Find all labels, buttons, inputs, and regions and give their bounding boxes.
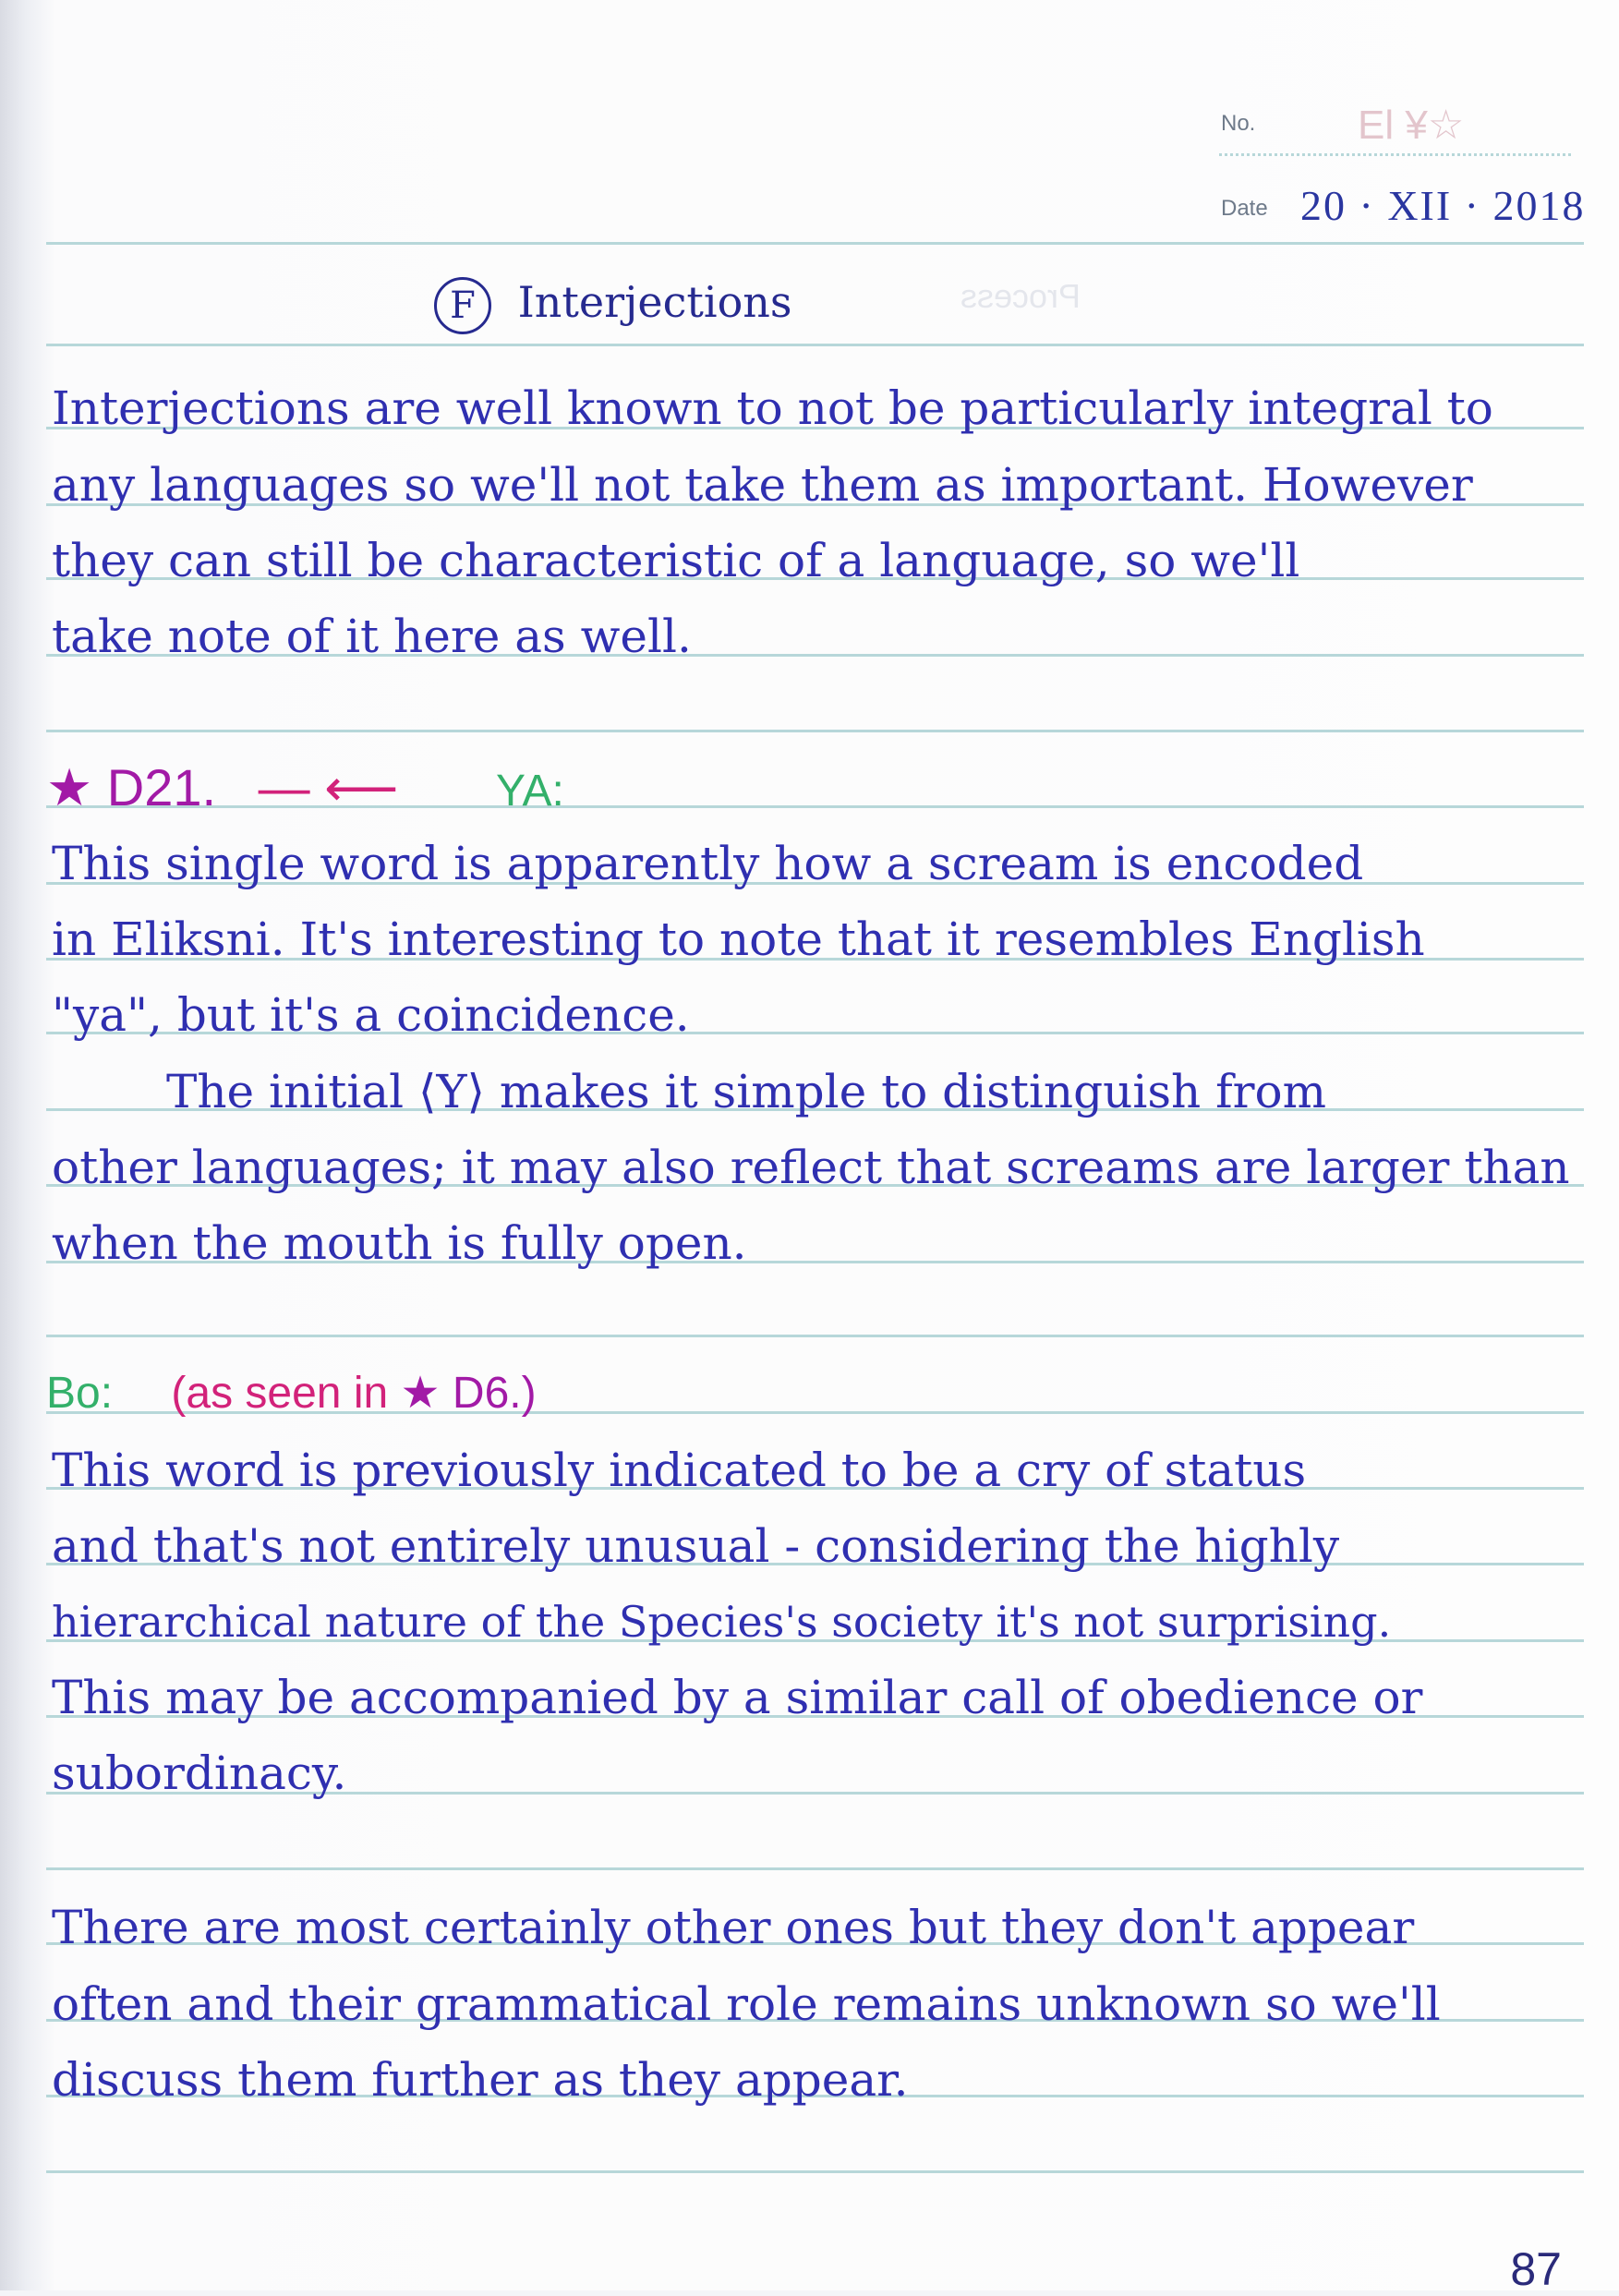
ruled-line [46,1867,1584,1870]
entry2-line-5: subordinacy. [52,1746,347,1800]
entry1-line-2: in Eliksni. It's interesting to note that it resembles English [52,912,1425,966]
date-label: Date [1221,196,1268,221]
intro-line-2: any languages so we'll not take them as important. However [52,458,1473,512]
ruled-line [46,2170,1584,2173]
ruled-line [46,1335,1584,1337]
entry2-line-1: This word is previously indicated to be a cry of status [52,1444,1307,1497]
no-field-line [1219,153,1571,156]
entry-romanization: YA: [496,767,564,816]
entry2-line-2: and that's not entirely unusual - considering the highly [52,1519,1340,1573]
entry-word: Bo: [46,1369,114,1418]
entry1-line-3: "ya", but it's a coincidence. [52,988,690,1042]
bleed-through-text: Process [961,277,1081,315]
page-number: 87 [1510,2243,1562,2295]
entry-d21-heading [46,757,564,818]
section-title-text: Interjections [517,277,792,327]
entry-note-ref: D6.) [452,1369,537,1418]
entry1-line-4: The initial ⟨Y⟩ makes it simple to distinguish from [166,1065,1327,1118]
entry2-line-4: This may be accompanied by a similar call of obedience or [52,1671,1423,1724]
entry1-line-1: This single word is apparently how a scream is encoded [52,837,1364,890]
entry1-line-5: other languages; it may also reflect that screams are larger than [52,1141,1570,1194]
section-title [434,277,792,334]
section-marker-circle: F [434,277,491,334]
date-value: 20 · XII · 2018 [1300,182,1586,229]
entry-bo-heading [46,1367,537,1419]
intro-line-1: Interjections are well known to not be particularly integral to [52,381,1493,435]
no-label: No. [1221,111,1256,136]
entry-code: D21. [106,758,217,816]
ruled-line [46,242,1584,245]
intro-line-3: they can still be characteristic of a language, so we'll [52,534,1300,587]
closing-line-2: often and their grammatical role remains unknown so we'll [52,1977,1441,2031]
entry-script: — ⟵ [258,758,399,816]
entry2-line-3: hierarchical nature of the Species's society it's not surprising. [52,1597,1392,1647]
entry-note: (as seen in [171,1369,389,1418]
ruled-line [46,344,1584,346]
ruled-line [46,730,1584,732]
entry1-line-6: when the mouth is fully open. [52,1216,747,1270]
no-value: El ¥☆ [1358,103,1465,148]
intro-line-4: take note of it here as well. [52,610,692,663]
closing-line-3: discuss them further as they appear. [52,2053,909,2107]
star-icon: ★ [400,1369,441,1418]
closing-line-1: There are most certainly other ones but they don't appear [52,1901,1415,1954]
star-icon: ★ [46,758,93,816]
